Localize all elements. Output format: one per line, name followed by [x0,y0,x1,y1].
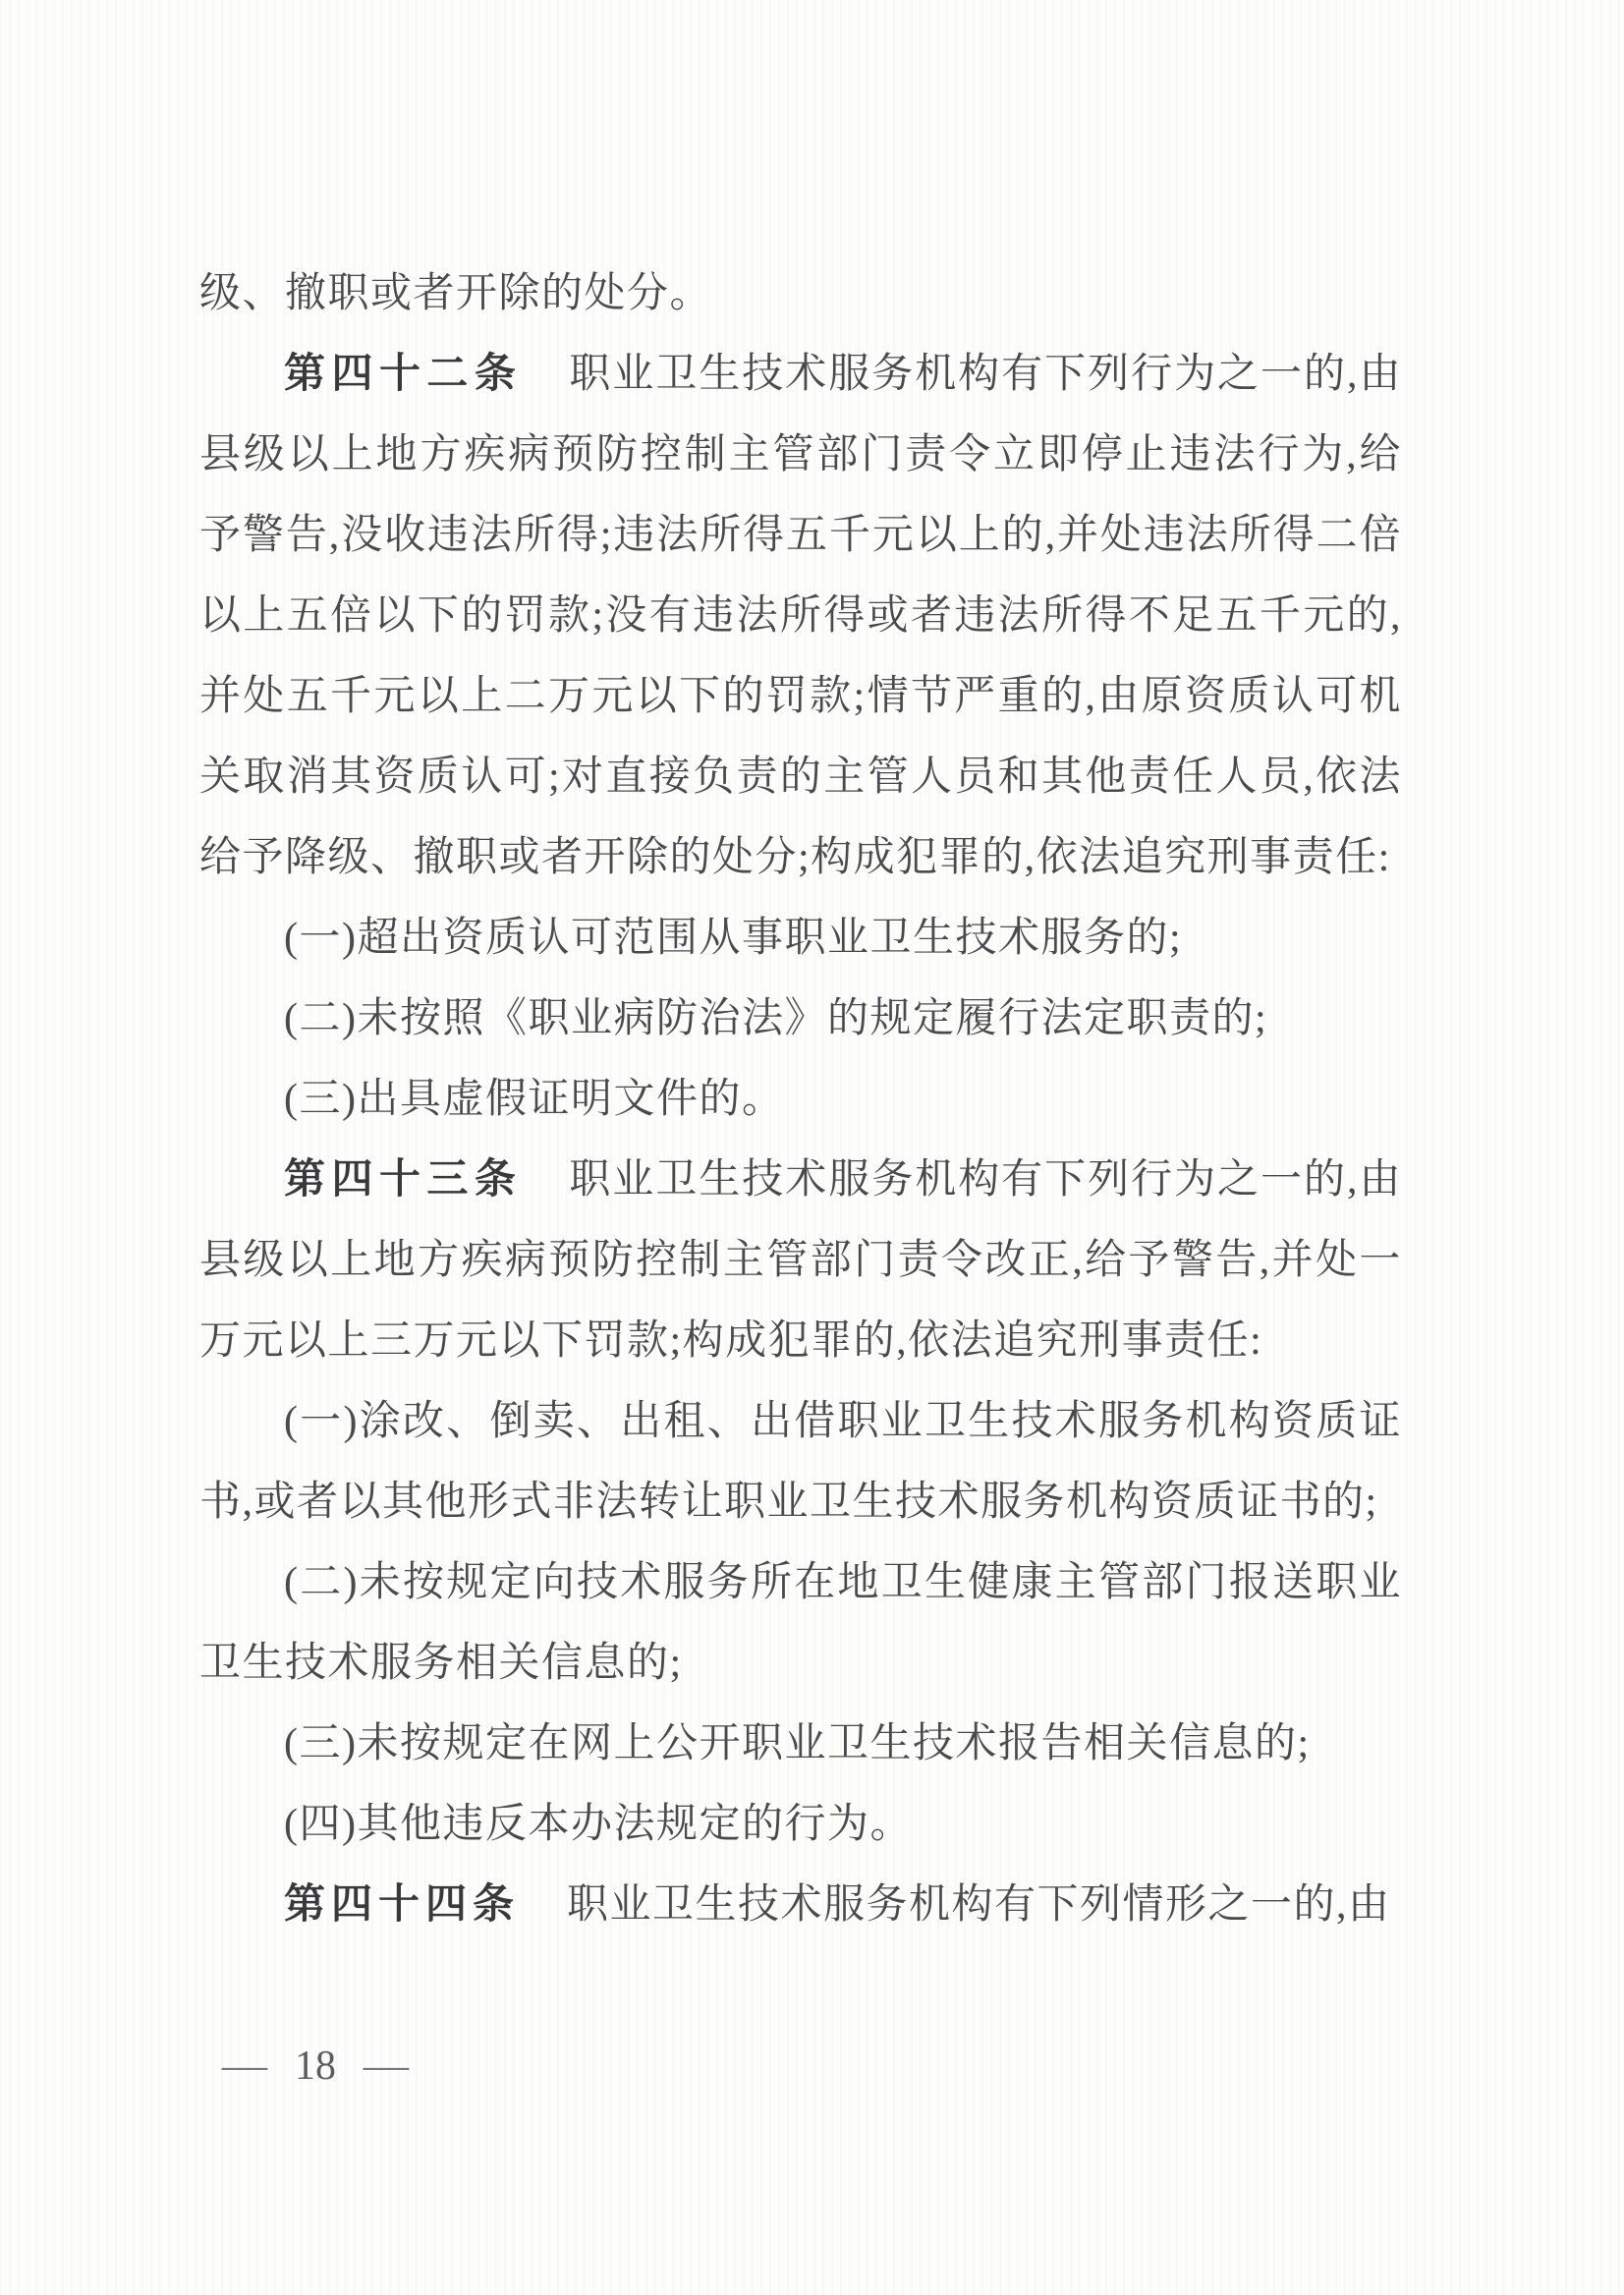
article-43-item-4-text: (四)其他违反本办法规定的行为。 [284,1802,913,1847]
article-43-item-2-text: (二)未按规定向技术服务所在地卫生健康主管部门报送职业卫生技术服务相关信息的; [199,1560,1402,1686]
article-43-paragraph [199,1140,1402,1381]
para-continuation [199,253,1402,334]
footer-dash-left: — [221,2043,268,2089]
article-42-item-3-text: (三)出具虚假证明文件的。 [284,1077,785,1122]
article-43-label: 第四十三条 [284,1157,523,1203]
article-43-item-2 [199,1542,1402,1704]
article-42-item-1 [199,898,1402,979]
article-44-label: 第四十四条 [284,1882,521,1928]
article-42-label: 第四十二条 [284,352,523,397]
article-43-item-1 [199,1381,1402,1542]
page-number-footer [221,2042,410,2091]
article-43-item-3 [199,1704,1402,1784]
article-44-paragraph [199,1865,1402,1945]
article-44-text: 职业卫生技术服务机构有下列情形之一的,由 [567,1882,1391,1928]
footer-dash-right: — [363,2043,410,2089]
article-43-item-3-text: (三)未按规定在网上公开职业卫生技术报告相关信息的; [284,1721,1311,1766]
article-42-item-2 [199,979,1402,1059]
article-43-item-4 [199,1784,1402,1865]
article-42-item-3 [199,1059,1402,1140]
article-42-item-1-text: (一)超出资质认可范围从事职业卫生技术服务的; [284,916,1183,961]
page-number: 18 [295,2043,336,2089]
article-43-item-1-text: (一)涂改、倒卖、出租、出借职业卫生技术服务机构资质证书,或者以其他形式非法转让职业卫生技术服务机构资质证书的; [199,1399,1402,1525]
article-43-text: 职业卫生技术服务机构有下列行为之一的,由县级以上地方疾病预防控制主管部门责令改正,给予警告,并处一万元以上三万元以下罚款;构成犯罪的,依法追究刑事责任: [199,1157,1402,1364]
article-42-paragraph [199,334,1402,898]
document-body [199,253,1402,1945]
article-42-text: 职业卫生技术服务机构有下列行为之一的,由县级以上地方疾病预防控制主管部门责令立即停止违法行为,给予警告,没收违法所得;违法所得五千元以上的,并处违法所得二倍以上五倍以下的罚款;没有违法所得或者违法所得不足五千元的,并处五千元以上二万元以下的罚款;情节严重的,由原资质认可机关取消其资质认可;对直接负责的主管人员和其他责任人员,依法给予降级、撤职或者开除的处分;构成犯罪的,依法追究刑事责任: [199,352,1402,880]
para-continuation-text: 级、撤职或者开除的处分。 [199,271,713,316]
article-42-item-2-text: (二)未按照《职业病防治法》的规定履行法定职责的; [284,996,1268,1041]
